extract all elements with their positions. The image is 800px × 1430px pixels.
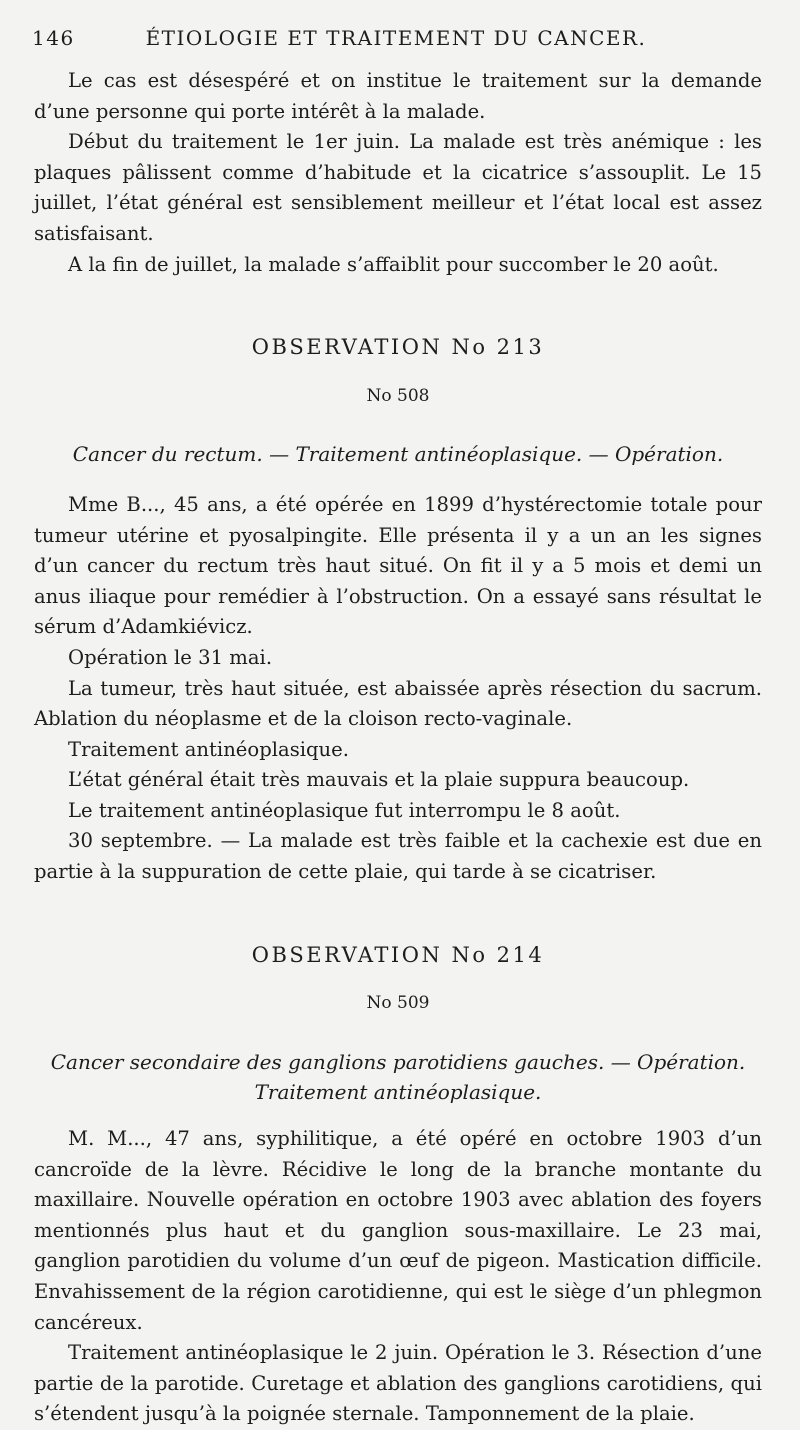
running-title: ÉTIOLOGIE ET TRAITEMENT DU CANCER. xyxy=(145,26,647,50)
observation-213-paragraph: La tumeur, très haut située, est abaissée après résection du sacrum. Ablation du néoplasme et de la cloison recto-vaginale. xyxy=(34,676,762,731)
observation-214-paragraph: Traitement antinéoplasique le 2 juin. Opération le 3. Résection d’une partie de la parotide. Curetage et ablation des ganglions carotidiens, qui s’étendent jusqu’à la poignée sternale. Tamponnement de la plaie. xyxy=(34,1341,762,1426)
page-number: 146 xyxy=(32,26,75,50)
observation-213-paragraph: 30 septembre. — La malade est très faible et la cachexie est due en partie à la suppuration de cette plaie, qui tarde à se cicatriser. xyxy=(34,829,762,884)
observation-213-paragraph: Opération le 31 mai. xyxy=(68,645,273,669)
observation-214-title: OBSERVATION No 214 xyxy=(251,942,545,967)
observation-213-paragraph: Le traitement antinéoplasique fut interrompu le 8 août. xyxy=(68,798,621,822)
intro-paragraph-1: Le cas est désespéré et on institue le traitement sur la demande d’une personne qui porte intérêt à la malade. xyxy=(34,69,762,123)
observation-214-paragraph: M. M..., 47 ans, syphilitique, a été opéré en octobre 1903 d’un cancroïde de la lèvre. Récidive le long de la branche montante du maxillaire. Nouvelle opération en octobre 1903 avec ablation des foyers mentionnés plus haut et du ganglion sous-maxillaire. Le 23 mai, ganglion parotidien du volume d’un œuf de pigeon. Mastication difficile. Envahissement de la région carotidienne, qui est le siège d’un phlegmon cancéreux. xyxy=(34,1127,762,1334)
observation-214-subtitle-line-2: Traitement antinéoplasique. xyxy=(254,1080,542,1105)
observation-213-subtitle: Cancer du rectum. — Traitement antinéoplasique. — Opération. xyxy=(72,442,724,467)
observation-213-paragraph: Mme B..., 45 ans, a été opérée en 1899 d’hystérectomie totale pour tumeur utérine et pyosalpingite. Elle présenta il y a un an les signes d’un cancer du rectum très haut situé. On fit il y a 5 mois et demi un anus iliaque pour remédier à l’obstruction. On a essayé sans résultat le sérum d’Adamkiévicz. xyxy=(34,492,762,639)
observation-214-subtitle-line-1: Cancer secondaire des ganglions parotidiens gauches. — Opération. xyxy=(50,1049,746,1074)
intro-paragraph-3: A la fin de juillet, la malade s’affaiblit pour succomber le 20 août. xyxy=(68,252,719,276)
observation-213-title: OBSERVATION No 213 xyxy=(251,335,545,360)
observation-214-number: No 509 xyxy=(366,993,430,1014)
observation-213-paragraph: Traitement antinéoplasique. xyxy=(68,737,349,761)
observation-213-number: No 508 xyxy=(366,385,430,406)
intro-paragraph-2: Début du traitement le 1er juin. La malade est très anémique : les plaques pâlissent comme d’habitude et la cicatrice s’assouplit. Le 15 juillet, l’état général est sensiblement meilleur et l’état local est assez satisfaisant. xyxy=(34,130,762,245)
observation-213-paragraph: L’état général était très mauvais et la plaie suppura beaucoup. xyxy=(68,768,690,792)
page-body xyxy=(34,66,762,1430)
